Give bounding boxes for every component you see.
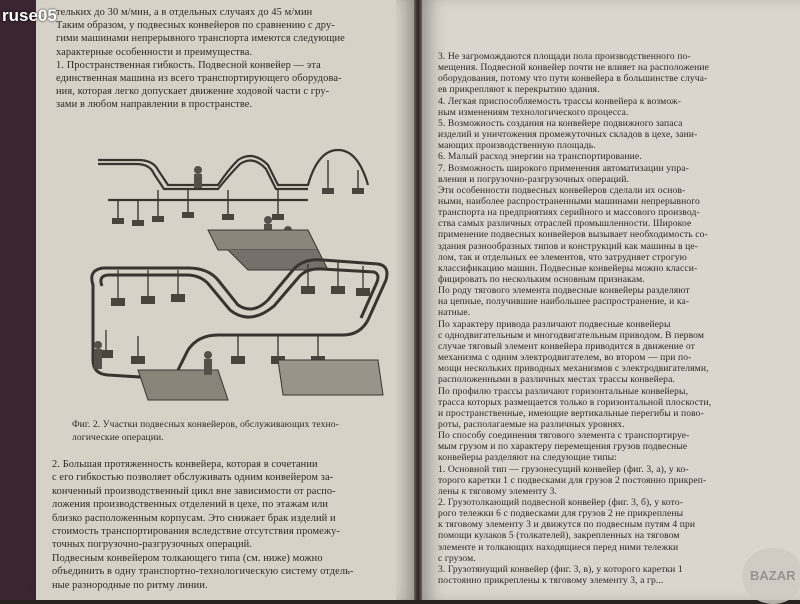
text-line: 1. Основной тип — грузонесущий конвейер (фиг. 3, а), у ко- xyxy=(438,463,689,475)
text-line: Эти особенности подвесных конвейеров сделали их основ- xyxy=(438,184,686,196)
text-line: с однодвигательным и многодвигательным приводом. В первом xyxy=(438,329,705,341)
text-line: трасса которых размещается только в горизонтальной плоскости, xyxy=(438,396,712,408)
text-line: характерные особенности и преимущества. xyxy=(56,46,253,58)
text-line: к тяговому элементу 3 и движутся по подвесным путям 4 при xyxy=(438,519,696,531)
text-line: ев прикрепляют к перекрытию здания. xyxy=(438,84,600,96)
corner-logo: BAZAR xyxy=(742,548,800,604)
text-line: объединить в одну транспортно-технологическую систему отдель- xyxy=(52,566,354,578)
text-line: вления и погрузочно-разгрузочных операций. xyxy=(438,173,630,185)
watermark-text: ruse05 xyxy=(2,6,57,25)
text-line: точных погрузочно-разгрузочных операций. xyxy=(52,539,252,551)
text-line: 4. Легкая приспособляемость трассы конвейера к возмож- xyxy=(438,95,682,107)
text-line: помощи кулаков 5 (толкателей), закрепленных на тяговом xyxy=(438,530,680,542)
text-line: По роду тягового элемента подвесные конвейеры разделяют xyxy=(438,285,690,297)
text-line: Таким образом, у подвесных конвейеров по сравнению с дру- xyxy=(56,20,335,32)
book-spine xyxy=(414,0,422,600)
text-line: механизма с одним электродвигателем, во втором — при по- xyxy=(438,352,692,364)
book-cover-edge xyxy=(0,0,40,600)
text-line: ложения производственных отделений в цехе, по этажам или xyxy=(52,499,329,511)
text-line: транспорта на предприятиях серийного и массового производ- xyxy=(438,207,700,219)
text-line: 3. Не загромождаются площади пола производственного по- xyxy=(438,51,691,62)
text-line: 2. Большая протяженность конвейера, которая в сочетании xyxy=(52,459,318,470)
text-line: оборудования, потому что пути конвейера в большинстве случа- xyxy=(438,73,708,85)
text-line: натные. xyxy=(438,307,471,319)
text-line: изделий и уничтожения промежуточных складов в цехе, зани- xyxy=(438,129,698,141)
right-page xyxy=(422,0,800,600)
text-line: лены к тяговому элементу 3. xyxy=(438,485,558,497)
text-line: лом, так и отдельных ее элементов, что затрудняет строгую xyxy=(438,251,687,263)
text-line: и пространственные, имеющие вертикальные перегибы и пово- xyxy=(438,407,704,419)
text-line: ства самых различных отраслей промышленности. Широкое xyxy=(438,218,692,230)
text-line: По способу соединения тягового элемента с транспортируе- xyxy=(438,430,690,442)
text-line: фицировать по нескольким основным признакам. xyxy=(438,274,645,285)
text-line: ными, наиболее распространенными машинами непрерывного xyxy=(438,195,700,207)
text-line: торого каретки 1 с подвесками для грузов 2 постоянно прикреп- xyxy=(438,474,707,486)
text-line: конченный производственный цикл вне зависимости от распо- xyxy=(52,485,336,497)
text-line: мощи нескольких приводных механизмов с электродвигателями, xyxy=(438,363,709,375)
text-line: случае тяговый элемент конвейера приводится в движение от xyxy=(438,340,695,352)
text-line: логические операции. xyxy=(72,432,164,443)
text-line: 5. Возможность создания на конвейере подвижного запаса xyxy=(438,117,683,129)
text-line: расположенными в различных местах трассы конвейера. xyxy=(438,374,675,386)
text-line: единственная машина из всего транспортирующего оборудова- xyxy=(56,73,342,84)
text-line: ния, которая легко допускает движение ходовой части с гру- xyxy=(56,86,330,98)
text-line: постоянно прикреплены к тяговому элементу 3, а гр... xyxy=(438,575,664,587)
text-line: 3. Грузотянущий конвейер (фиг. 3, в), у которого каретки 1 xyxy=(438,563,683,575)
text-line: По профилю трассы различают горизонтальные конвейеры, xyxy=(438,385,689,397)
text-line: мещения. Подвесной конвейер почти не влияет на расположение xyxy=(438,62,709,74)
text-line: классификацию машин. Подвесные конвейеры можно класси- xyxy=(438,262,698,274)
text-line: ным изменениям технологического процесса. xyxy=(438,106,629,118)
text-line: стоимость транспортирования вследствие отсутствия промежу- xyxy=(52,526,340,537)
text-line: ные разнородные по ритму линии. xyxy=(52,579,208,591)
text-line: 2. Грузотолкающий подвесной конвейер (фиг. 3, б), у кото- xyxy=(438,497,684,508)
text-line: гими машинами непрерывного транспорта имеются следующие xyxy=(56,33,345,45)
text-line: По характеру привода различают подвесные конвейеры xyxy=(438,318,671,330)
text-line: мым грузом и по характеру перемещения грузов подвесные xyxy=(438,441,688,453)
text-line: применение подвесных конвейеров вызывает необходимость со- xyxy=(438,229,708,241)
text-line: роты, располагаемые на различных уровнях. xyxy=(438,418,625,430)
text-line: Подвесным конвейером толкающего типа (см. ниже) можно xyxy=(52,552,323,564)
text-line: зами в любом направлении в пространстве. xyxy=(56,99,253,111)
text-line: здания разнообразных типов и конструкций как машины в це- xyxy=(438,240,699,252)
figure-conveyor-illustration xyxy=(78,130,398,415)
text-line: мающих производственную площадь. xyxy=(438,140,596,152)
text-line: на цепные, получившие наибольшее распространение, и ка- xyxy=(438,296,690,308)
text-line: 6. Малый расход энергии на транспортирование. xyxy=(438,151,642,163)
text-line: конвейеры разделяют на следующие типы: xyxy=(438,452,617,464)
text-line: 1. Пространственная гибкость. Подвесной конвейер — эта xyxy=(56,59,321,71)
text-line: тельких до 30 м/мин, а в отдельных случаях до 45 м/мин xyxy=(56,7,313,18)
text-line: близко расположенным корпусам. Это снижает брак изделий и xyxy=(52,512,336,524)
text-line: с грузом. xyxy=(438,552,476,564)
text-line: с его гибкостью позволяет обслуживать одним конвейером за- xyxy=(52,472,334,484)
text-line: 7. Возможность широкого применения автоматизации упра- xyxy=(438,162,689,174)
text-line: элементе и толкающих находящиеся перед ними тележки xyxy=(438,541,679,553)
page-number: 8 xyxy=(28,586,33,597)
text-line: рого тележки 6 с подвесками для грузов 2 не прикреплены xyxy=(438,508,684,520)
text-line: Фиг. 2. Участки подвесных конвейеров, обслуживающих техно- xyxy=(72,419,339,430)
